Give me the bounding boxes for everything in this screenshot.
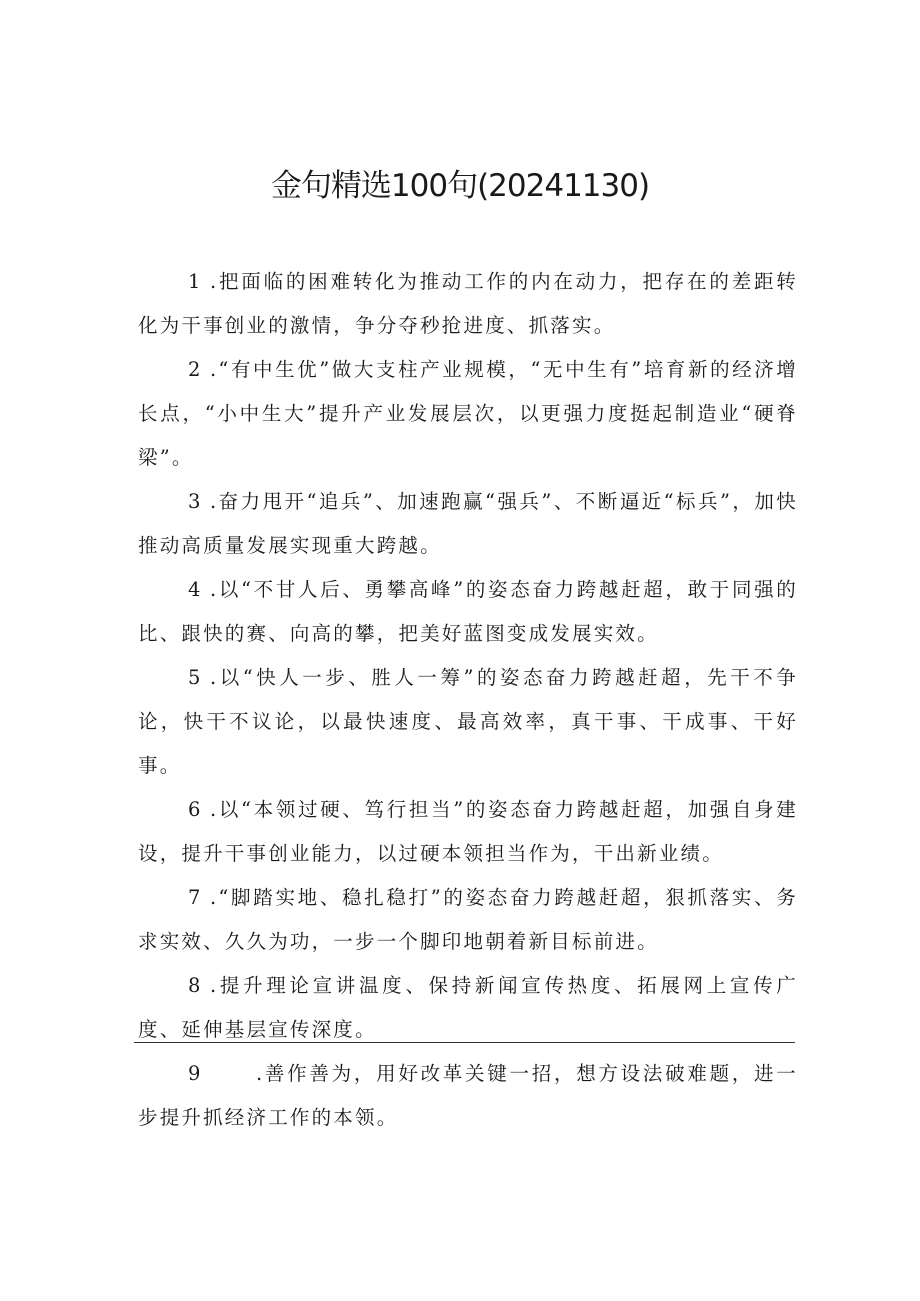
- item-number: 2: [188, 358, 203, 381]
- item-text: .把面临的困难转化为推动工作的内在动力，把存在的差距转化为干事创业的激情，争分夺秒抢进度、抓落实。: [138, 270, 798, 337]
- list-item: [138, 656, 798, 788]
- list-item: [138, 964, 798, 1052]
- item-text: .以“快人一步、胜人一筹”的姿态奋力跨越赶超，先干不争论，快干不议论，以最快速度、最高效率，真干事、干成事、干好事。: [138, 666, 798, 777]
- item-text: .以“不甘人后、勇攀高峰”的姿态奋力跨越赶超，敢于同强的比、跟快的赛、向高的攀，把美好蓝图变成发展实效。: [138, 578, 798, 645]
- item-text: .“有中生优”做大支柱产业规模，“无中生有”培育新的经济增长点，“小中生大”提升产业发展层次，以更强力度挺起制造业“硬脊梁”。: [138, 358, 798, 469]
- document-body: [138, 260, 798, 1140]
- item-number: 9: [188, 1062, 203, 1085]
- list-item: [138, 260, 798, 348]
- item-text: .提升理论宣讲温度、保持新闻宣传热度、拓展网上宣传广度、延伸基层宣传深度。: [138, 974, 798, 1041]
- list-item: [138, 568, 798, 656]
- item-number: 7: [188, 886, 203, 909]
- item-number: 5: [188, 666, 203, 689]
- list-item: [138, 876, 798, 964]
- item-number: 6: [188, 798, 203, 821]
- item-number: 4: [188, 578, 203, 601]
- item-number: 8: [188, 974, 203, 997]
- item-number: 1: [188, 270, 203, 293]
- item-number: 3: [188, 490, 203, 513]
- list-item: [138, 480, 798, 568]
- item-text: .奋力甩开“追兵”、加速跑赢“强兵”、不断逼近“标兵”，加快推动高质量发展实现重大跨越。: [138, 490, 798, 557]
- list-item: [138, 1052, 798, 1140]
- item-text: .善作善为，用好改革关键一招，想方设法破难题，进一步提升抓经济工作的本领。: [138, 1062, 798, 1129]
- list-item: [138, 788, 798, 876]
- list-item: [138, 348, 798, 480]
- page-title: 金句精选100句(20241130): [270, 168, 650, 204]
- horizontal-divider: [134, 1042, 795, 1043]
- item-text: .以“本领过硬、笃行担当”的姿态奋力跨越赶超，加强自身建设，提升干事创业能力，以过硬本领担当作为，干出新业绩。: [138, 798, 798, 865]
- item-text: .“脚踏实地、稳扎稳打”的姿态奋力跨越赶超，狠抓落实、务求实效、久久为功，一步一个脚印地朝着新目标前进。: [138, 886, 798, 953]
